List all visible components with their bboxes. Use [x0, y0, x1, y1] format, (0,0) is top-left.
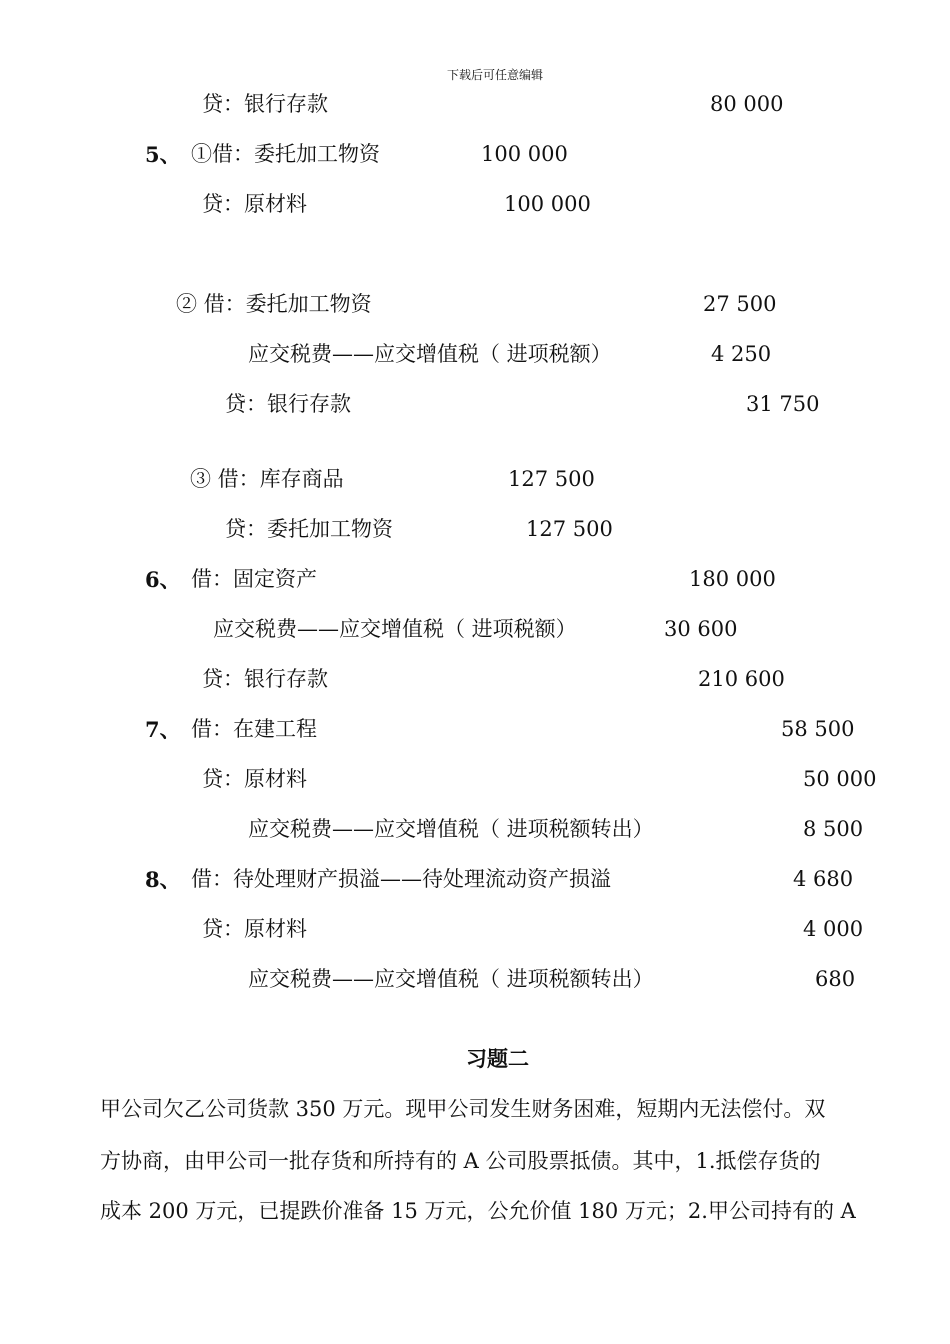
entry-amount: 127 500 [508, 467, 595, 491]
entry-label: 借：待处理财产损溢——待处理流动资产损溢 [191, 867, 611, 891]
section-title: 习题二 [466, 1046, 529, 1071]
entry-label: 贷：银行存款 [225, 392, 351, 416]
entry-label: 贷：原材料 [202, 192, 307, 216]
entry-label: 贷：委托加工物资 [225, 517, 393, 541]
paragraph-line: 方协商，由甲公司一批存货和所持有的 A 公司股票抵债。其中，1.抵偿存货的 [100, 1149, 821, 1173]
entry-label: 贷：银行存款 [202, 667, 328, 691]
entry-amount: 30 600 [664, 617, 738, 641]
entry-label: ①借：委托加工物资 [191, 142, 380, 166]
paragraph-line: 成本 200 万元，已提跌价准备 15 万元，公允价值 180 万元；2.甲公司持有的 A [100, 1199, 856, 1223]
entry-amount: 127 500 [526, 517, 613, 541]
entry-amount: 31 750 [746, 392, 820, 416]
entry-amount: 180 000 [689, 567, 776, 591]
entry-number: 6、 [145, 567, 181, 592]
entry-amount: 80 000 [710, 92, 784, 116]
entry-number: 5、 [145, 142, 181, 167]
entry-amount: 50 000 [803, 767, 877, 791]
entry-amount: 8 500 [803, 817, 864, 841]
entry-amount: 100 000 [504, 192, 591, 216]
entry-amount: 58 500 [781, 717, 855, 741]
entry-label: 贷：银行存款 [202, 92, 328, 116]
entry-amount: 4 250 [711, 342, 772, 366]
entry-label: 借：固定资产 [191, 567, 317, 591]
entry-amount: 100 000 [481, 142, 568, 166]
entry-amount: 680 [815, 967, 856, 991]
entry-label: 应交税费——应交增值税（ 进项税额转出） [248, 817, 654, 841]
entry-number: 8、 [145, 867, 181, 892]
entry-label: ③ 借：库存商品 [190, 467, 344, 491]
page-header: 下载后可任意编辑 [447, 68, 544, 82]
entry-label: 应交税费——应交增值税（ 进项税额） [248, 342, 612, 366]
paragraph-line: 甲公司欠乙公司货款 350 万元。现甲公司发生财务困难，短期内无法偿付。双 [100, 1097, 826, 1121]
entry-amount: 27 500 [703, 292, 777, 316]
entry-amount: 4 680 [793, 867, 854, 891]
entry-number: 7、 [145, 717, 181, 742]
entry-amount: 4 000 [803, 917, 864, 941]
entry-label: 应交税费——应交增值税（ 进项税额转出） [248, 967, 654, 991]
entry-amount: 210 600 [698, 667, 785, 691]
entry-label: ② 借：委托加工物资 [176, 292, 372, 316]
entry-label: 应交税费——应交增值税（ 进项税额） [213, 617, 577, 641]
entry-label: 贷：原材料 [202, 917, 307, 941]
entry-label: 贷：原材料 [202, 767, 307, 791]
entry-label: 借：在建工程 [191, 717, 317, 741]
